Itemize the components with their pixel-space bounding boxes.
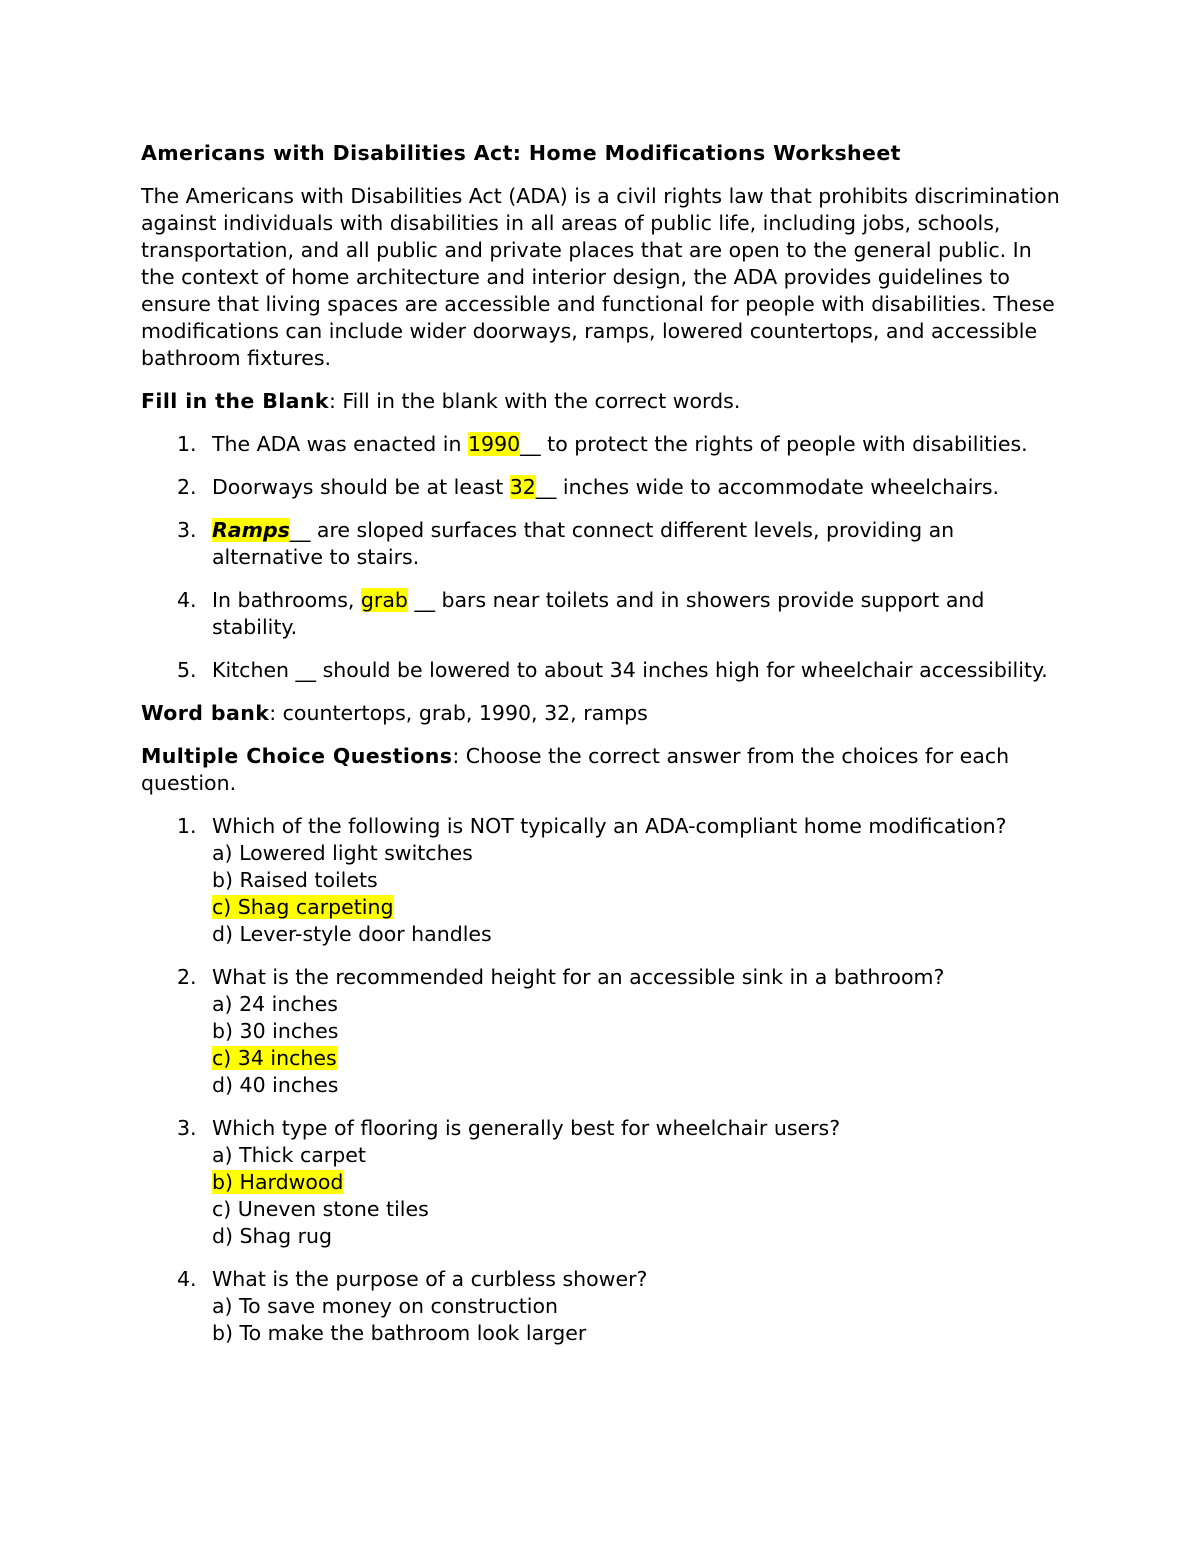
mc-question	[141, 1266, 1061, 1347]
worksheet-page	[141, 140, 1061, 1363]
multiple-choice-label: Multiple Choice Questions	[141, 744, 453, 768]
fill-blank-item	[141, 431, 1061, 458]
question-number: 3.	[177, 1116, 197, 1140]
choice-option	[212, 991, 1061, 1018]
question-text: What is the recommended height for an accessible sink in a bathroom?	[212, 965, 945, 989]
choice-option	[212, 894, 1061, 921]
multiple-choice-list	[141, 813, 1061, 1347]
choice-option	[212, 1320, 1061, 1347]
mc-question	[141, 1115, 1061, 1250]
item-number: 3.	[177, 518, 197, 542]
choice-option	[212, 1196, 1061, 1223]
choice-option	[212, 1142, 1061, 1169]
correct-choice-highlight: c) Shag carpeting	[212, 895, 394, 919]
item-number: 2.	[177, 475, 197, 499]
question-text: Which of the following is NOT typically an ADA-compliant home modification?	[212, 814, 1007, 838]
item-text-after: __ to protect the rights of people with disabilities.	[520, 432, 1028, 456]
choice-option	[212, 921, 1061, 948]
choice-text: a) 24 inches	[212, 992, 338, 1016]
mc-question	[141, 964, 1061, 1099]
fill-blank-instruction: : Fill in the blank with the correct words.	[328, 389, 741, 413]
choice-text: c) Uneven stone tiles	[212, 1197, 429, 1221]
item-text-before: Kitchen __ should be lowered to about 34 inches high for wheelchair accessibility.	[212, 658, 1048, 682]
item-text-after: __ inches wide to accommodate wheelchairs.	[535, 475, 1000, 499]
choice-text: a) Lowered light switches	[212, 841, 473, 865]
fill-blank-item	[141, 587, 1061, 641]
item-number: 5.	[177, 658, 197, 682]
mc-question	[141, 813, 1061, 948]
fill-blank-list	[141, 431, 1061, 684]
answer-highlight: 32	[509, 475, 536, 499]
word-bank-text: : countertops, grab, 1990, 32, ramps	[269, 701, 648, 725]
choice-option	[212, 1072, 1061, 1099]
question-number: 4.	[177, 1267, 197, 1291]
item-text-before: The ADA was enacted in	[212, 432, 468, 456]
choice-option	[212, 867, 1061, 894]
item-text-after: __ are sloped surfaces that connect different levels, providing an alternative to stairs.	[212, 518, 955, 569]
choice-text: a) To save money on construction	[212, 1294, 558, 1318]
fill-blank-item	[141, 517, 1061, 571]
item-number: 1.	[177, 432, 197, 456]
choice-text: b) To make the bathroom look larger	[212, 1321, 587, 1345]
correct-choice-highlight: b) Hardwood	[212, 1170, 344, 1194]
choice-text: a) Thick carpet	[212, 1143, 366, 1167]
choice-text: b) 30 inches	[212, 1019, 339, 1043]
choice-option	[212, 840, 1061, 867]
choice-option	[212, 1169, 1061, 1196]
question-text: What is the purpose of a curbless shower?	[212, 1267, 648, 1291]
word-bank-label: Word bank	[141, 701, 270, 725]
question-number: 2.	[177, 965, 197, 989]
document-title: Americans with Disabilities Act: Home Modifications Worksheet	[141, 141, 901, 165]
question-text: Which type of flooring is generally best for wheelchair users?	[212, 1116, 841, 1140]
item-text-before: In bathrooms,	[212, 588, 361, 612]
item-number: 4.	[177, 588, 197, 612]
answer-highlight: Ramps	[212, 518, 290, 542]
choice-option	[212, 1045, 1061, 1072]
choice-text: d) 40 inches	[212, 1073, 339, 1097]
multiple-choice-instruction: : Choose the correct answer from the choices for each question.	[141, 744, 1010, 795]
fill-blank-label: Fill in the Blank	[141, 389, 329, 413]
intro-paragraph: The Americans with Disabilities Act (ADA) is a civil rights law that prohibits discrimination against individuals with disabilities in all areas of public life, including jobs, schools, transportation, and all public and private places that are open to the general public. In the context of home architecture and interior design, the ADA provides guidelines to ensure that living spaces are accessible and functional for people with disabilities. These modifications can include wider doorways, ramps, lowered countertops, and accessible bathroom fixtures.	[141, 184, 1060, 370]
fill-blank-heading	[141, 388, 1061, 415]
multiple-choice-heading	[141, 743, 1061, 797]
answer-highlight: grab	[360, 588, 408, 612]
choice-option	[212, 1293, 1061, 1320]
fill-blank-item	[141, 657, 1061, 684]
choice-option	[212, 1018, 1061, 1045]
question-number: 1.	[177, 814, 197, 838]
item-text-before: Doorways should be at least	[212, 475, 510, 499]
correct-choice-highlight: c) 34 inches	[212, 1046, 337, 1070]
word-bank	[141, 700, 1061, 727]
answer-highlight: 1990	[467, 432, 521, 456]
item-text-after: __ bars near toilets and in showers provide support and stability.	[212, 588, 985, 639]
choice-text: b) Raised toilets	[212, 868, 378, 892]
choice-text: d) Shag rug	[212, 1224, 333, 1248]
choice-option	[212, 1223, 1061, 1250]
choice-text: d) Lever-style door handles	[212, 922, 492, 946]
fill-blank-item	[141, 474, 1061, 501]
